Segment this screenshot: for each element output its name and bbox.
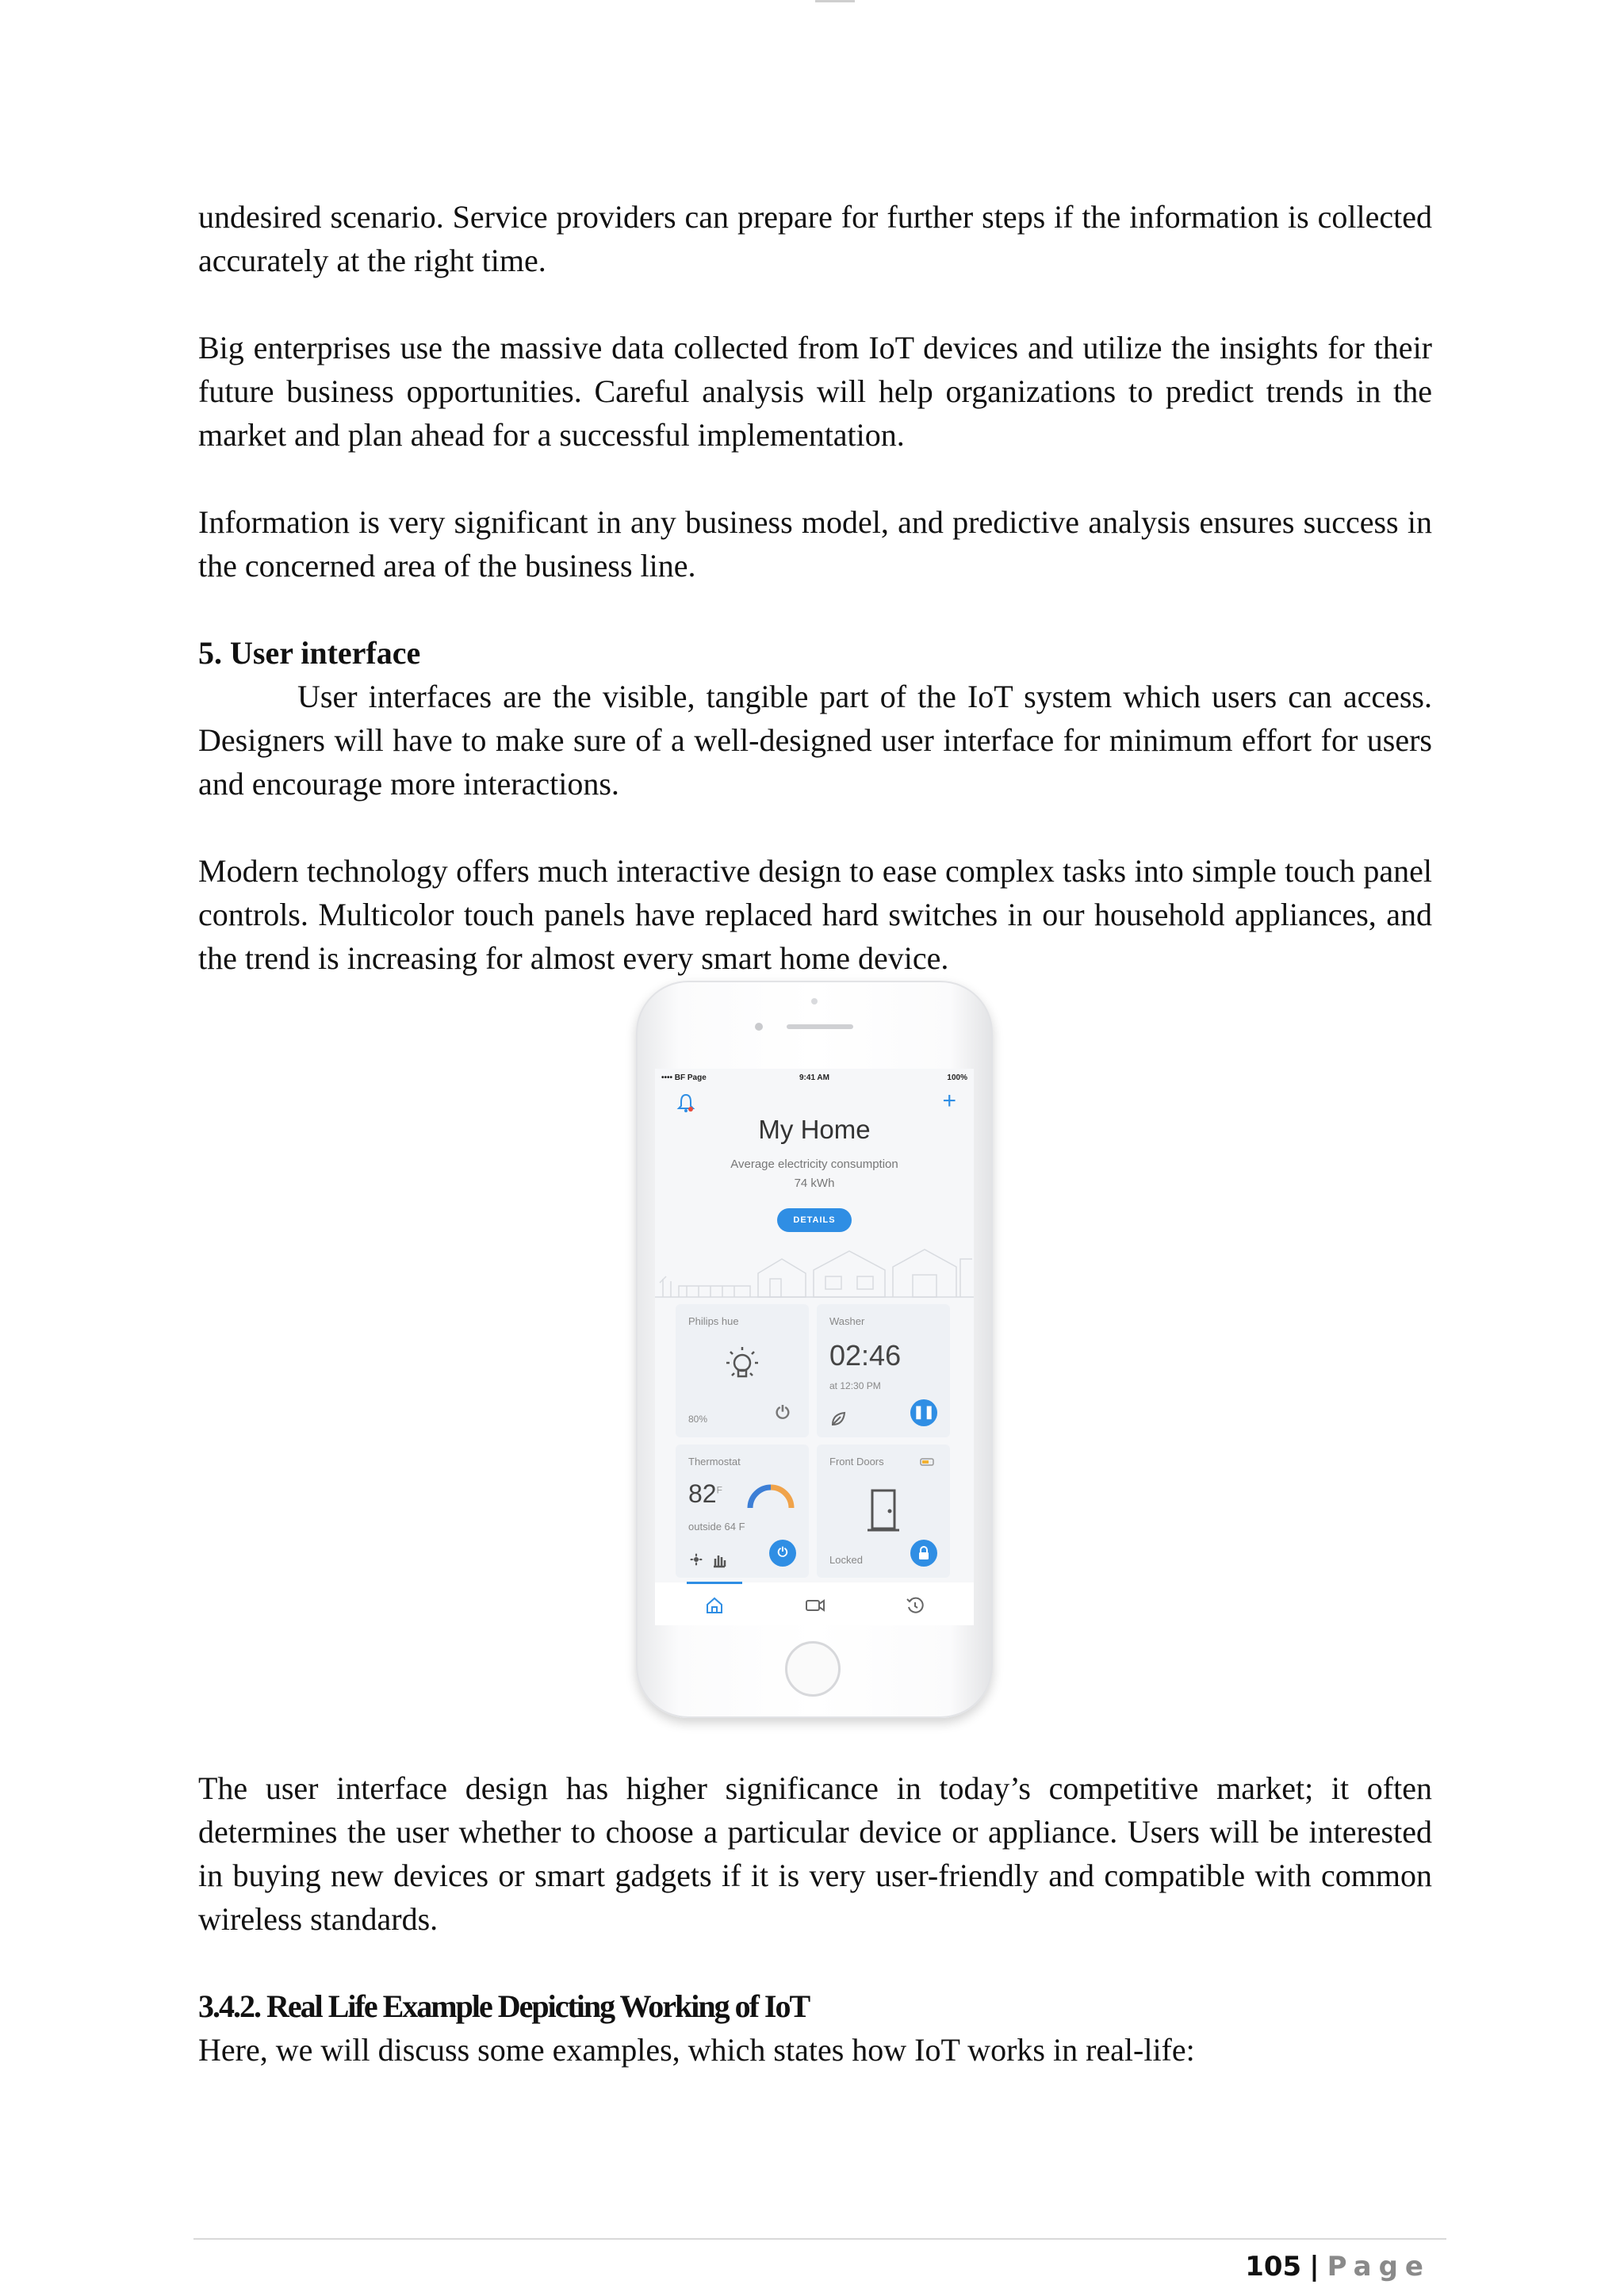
phone-sensor — [811, 998, 818, 1004]
history-tab-icon[interactable] — [899, 1594, 931, 1617]
smartphone-illustration — [636, 981, 993, 1718]
add-icon[interactable]: + — [942, 1088, 956, 1114]
light-bulb-icon — [720, 1344, 764, 1388]
paragraph-2: Big enterprises use the massive data collected from IoT devices and utilize the insights for their future business opportunities. Careful analysis will help organizations to predict trends in the market and plan ahead for a successful implementation. — [198, 330, 1432, 453]
front-camera — [755, 1023, 763, 1031]
top-mark — [815, 0, 855, 2]
status-time: 9:41 AM — [799, 1073, 829, 1082]
hue-power-icon[interactable]: ⏻ — [776, 1402, 790, 1422]
page-footer — [1245, 2248, 1431, 2285]
phone-screen — [655, 1069, 974, 1625]
home-button — [785, 1641, 841, 1697]
active-tab-indicator — [687, 1582, 742, 1584]
battery-icon — [920, 1457, 936, 1467]
home-title: My Home — [758, 1115, 871, 1144]
earpiece-speaker — [787, 1024, 853, 1029]
philips-hue-card[interactable] — [676, 1304, 809, 1437]
section-heading-user-interface: 5. User interface — [198, 635, 421, 671]
consumption-value: 74 kWh — [794, 1177, 835, 1190]
footer-rule — [193, 2238, 1446, 2240]
fan-and-hand-icons — [688, 1551, 728, 1568]
washer-label: Washer — [829, 1315, 865, 1327]
washer-card[interactable] — [817, 1304, 950, 1437]
washer-time: 02:46 — [829, 1339, 902, 1372]
bell-icon — [676, 1093, 695, 1113]
page-number: 105 — [1245, 2251, 1302, 2283]
paragraph-4-text: User interfaces are the visible, tangible part of the IoT system which users can access. Designers will have to make sure of a well-designed user interface for minimum effort for users and encourage more interactions. — [198, 679, 1432, 802]
hue-label: Philips hue — [688, 1315, 739, 1327]
washer-pause-button[interactable]: ❚❚ — [910, 1399, 937, 1426]
thermostat-unit: F — [716, 1484, 722, 1496]
lock-button[interactable] — [910, 1540, 937, 1567]
front-doors-label: Front Doors — [829, 1456, 884, 1468]
eco-leaf-icon — [829, 1410, 847, 1428]
door-icon — [866, 1486, 901, 1533]
status-bar — [655, 1069, 974, 1086]
home-tab-icon[interactable] — [699, 1594, 730, 1617]
thermostat-power-button[interactable]: ⏻ — [769, 1540, 796, 1567]
paragraph-3: Information is very significant in any business model, and predictive analysis ensures success in the concerned area of the business line. — [198, 504, 1432, 584]
lock-icon — [917, 1546, 930, 1560]
washer-note: at 12:30 PM — [829, 1380, 881, 1391]
paragraph-4 — [198, 675, 1432, 806]
thermostat-label: Thermostat — [688, 1456, 741, 1468]
outside-temperature: outside 64 F — [688, 1521, 745, 1533]
section-heading-real-life: 3.4.2. Real Life Example Depicting Working of IoT — [198, 1988, 810, 2024]
battery-indicator: 100% — [947, 1073, 967, 1082]
page-word: Page — [1327, 2251, 1431, 2283]
camera-tab-icon[interactable] — [799, 1594, 831, 1617]
paragraph-6: The user interface design has higher significance in today’s competitive market; it often determines the user whether to choose a particular device or appliance. Users will be interested in buying new devices or smart gadgets if it is very user-friendly and compatible with common wireless standards. — [198, 1770, 1432, 1937]
details-button[interactable]: DETAILS — [777, 1208, 852, 1232]
footer-separator: | — [1309, 2251, 1320, 2283]
paragraph-5: Modern technology offers much interactive design to ease complex tasks into simple touch panel controls. Multicolor touch panels have replaced hard switches in our household appliances, and the trend is increasing for almost every smart home device. — [198, 853, 1432, 976]
paragraph-1: undesired scenario. Service providers can prepare for further steps if the information is collected accurately at the right time. — [198, 199, 1432, 278]
thermostat-card[interactable] — [676, 1445, 809, 1578]
signal-indicator: •••• BF Page — [661, 1073, 707, 1082]
door-status: Locked — [829, 1554, 863, 1566]
front-doors-card[interactable] — [817, 1445, 950, 1578]
consumption-subtitle: Average electricity consumption — [730, 1158, 898, 1171]
house-scene-illustration — [655, 1235, 974, 1299]
hue-brightness: 80% — [688, 1414, 708, 1425]
paragraph-7: Here, we will discuss some examples, which states how IoT works in real-life: — [198, 2032, 1195, 2068]
thermostat-gauge-icon — [745, 1483, 796, 1511]
thermostat-temperature: $82^F$ — [688, 1479, 722, 1508]
